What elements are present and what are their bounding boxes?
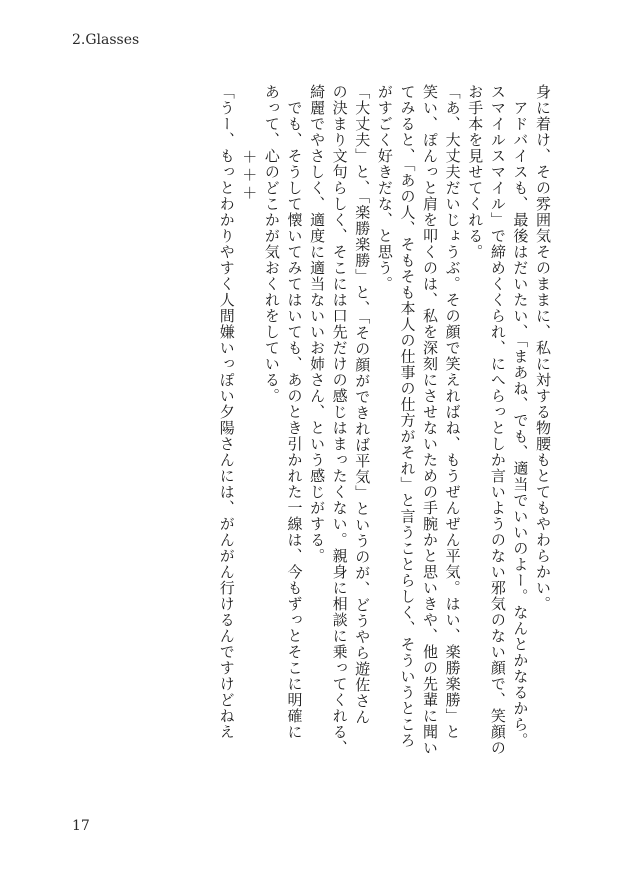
section-separator: ＋＋＋ [240, 148, 259, 203]
text-line: でも、そうして懐いてみてはいても、あのとき引かれた一線は、今もずっとそこに明確に [285, 84, 304, 740]
text-line: の決まり文句らしく、そこには口先だけの感じはまったくない。親身に相談に乗ってくれる、 [330, 84, 349, 756]
text-line: 綺麗でやさしく、適度に適当ないいお姉さん、という感じがする。 [308, 84, 327, 564]
text-line: スマイルスマイル」で締めくくられ、にへらっとしか言いようのない邪気のない顔で、笑顔の [488, 84, 507, 756]
text-line: 笑い、ぽんっと肩を叩くのは、私を深刻にさせないための手腕かと思いきや、他の先輩に聞い [421, 84, 440, 756]
vertical-body-text [68, 84, 554, 784]
text-line: 「うー、もっとわかりやすく人間嫌いっぽい夕陽さんには、がんがん行けるんですけどねえ [217, 84, 236, 740]
running-head: 2.Glasses [72, 32, 140, 48]
text-line: てみると、「あの人、そもそも本人の仕事の仕方がそれ」と言うことらしく、そういうところ [398, 84, 417, 749]
text-line: 「大丈夫」と、「楽勝楽勝」と、「その顔ができれば平気」というのが、どうやら遊佐さん [353, 84, 372, 725]
text-line: お手本を見せてくれる。 [466, 84, 485, 260]
page-number: 17 [72, 818, 90, 834]
text-line: あって、心のどこかが気おくれをしている。 [262, 84, 281, 404]
text-line: 「あ、大丈夫だいじょうぶ。その顔で笑えればね、もうぜんぜん平気。はい、楽勝楽勝」と [443, 84, 462, 740]
text-line: アドバイスも、最後はだいたい、「まあね、でも、適当でいいのよー。なんとかなるから。 [511, 84, 530, 749]
text-line: がすごく好きだな、と思う。 [375, 84, 394, 292]
text-line: 身に着け、その雰囲気そのままに、私に対する物腰もとてもやわらかい。 [534, 84, 552, 612]
